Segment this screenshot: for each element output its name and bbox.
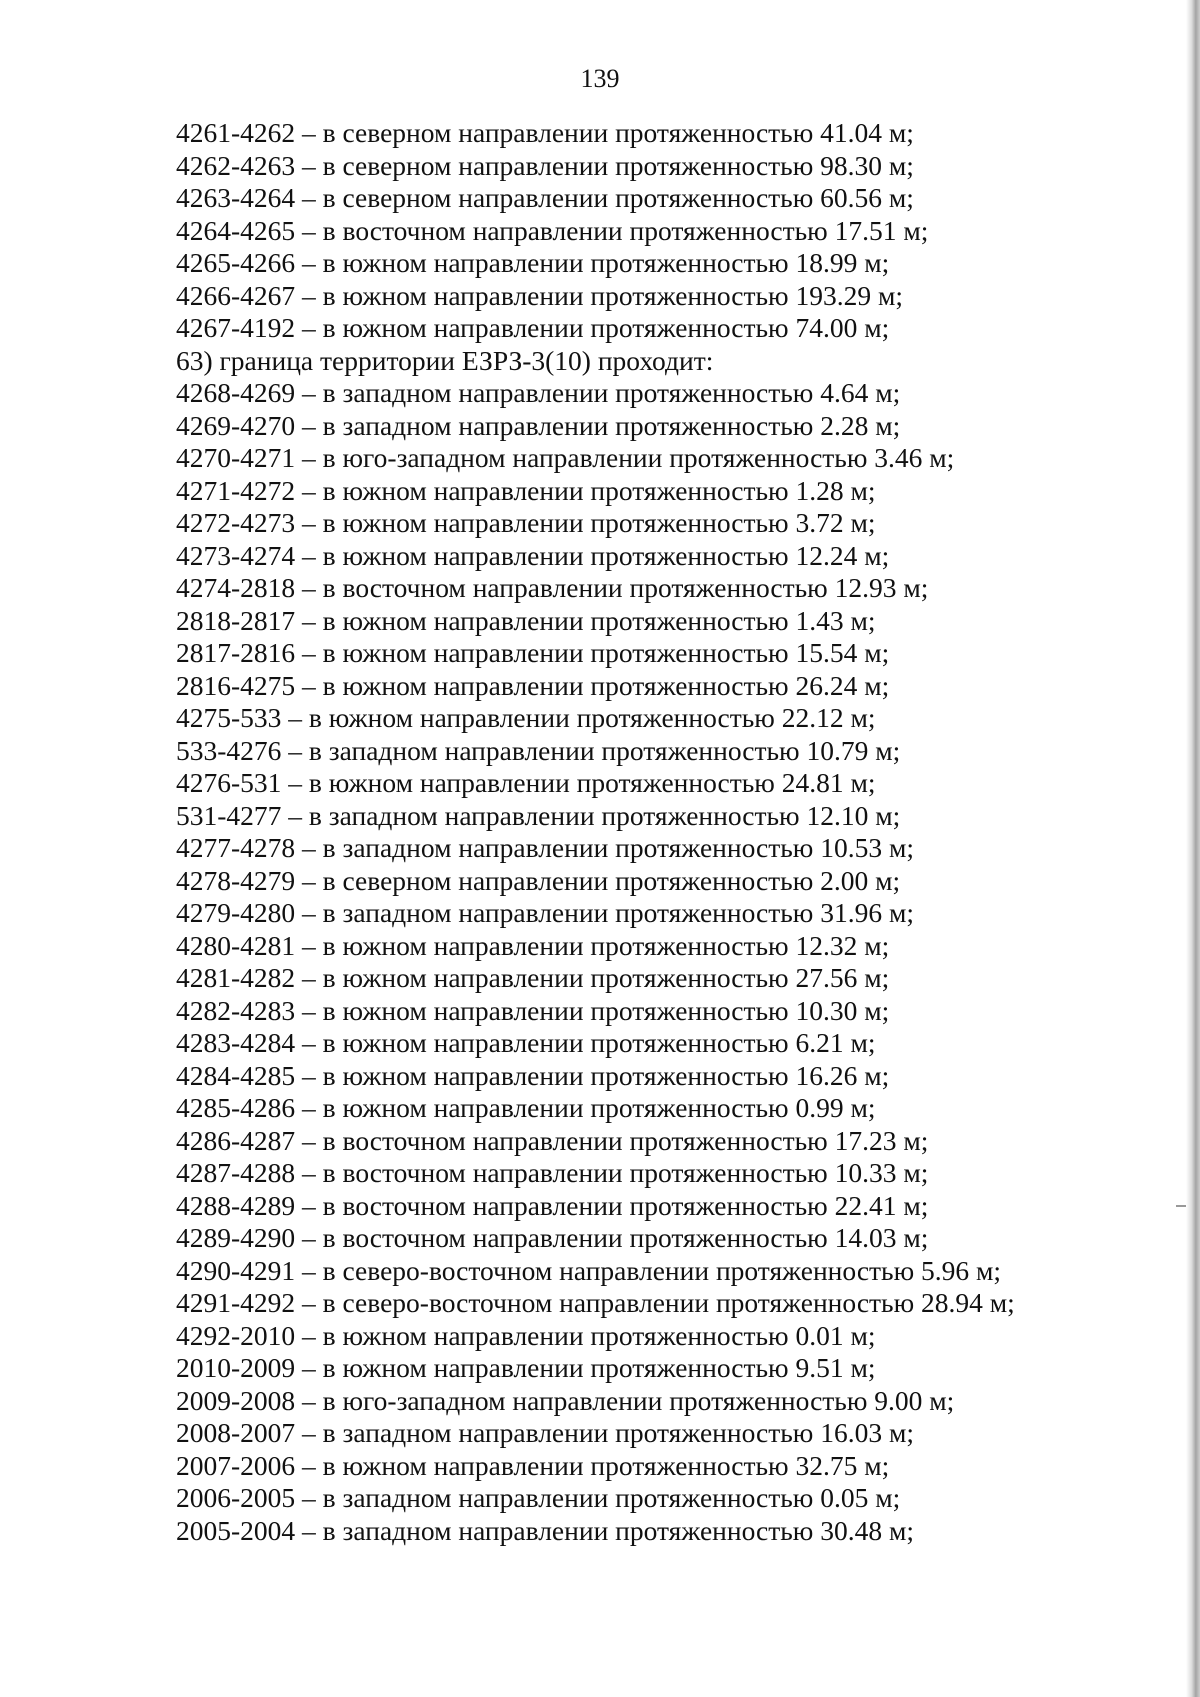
boundary-segment-line: 4275-533 – в южном направлении протяженностью 22.12 м; xyxy=(176,702,876,733)
boundary-segment-line: 4287-4288 – в восточном направлении протяженностью 10.33 м; xyxy=(176,1157,929,1188)
boundary-segment-line: 4267-4192 – в южном направлении протяженностью 74.00 м; xyxy=(176,312,890,343)
boundary-segment-line: 4273-4274 – в южном направлении протяженностью 12.24 м; xyxy=(176,539,890,571)
boundary-segment-line: 4277-4278 – в западном направлении протяженностью 10.53 м; xyxy=(176,832,915,863)
boundary-segment-line: 2008-2007 – в западном направлении протяженностью 16.03 м; xyxy=(176,1417,915,1448)
boundary-segment-line: 4274-2818 – в восточном направлении протяженностью 12.93 м; xyxy=(176,572,929,603)
boundary-segment-line: 4264-4265 – в восточном направлении протяженностью 17.51 м; xyxy=(176,214,929,246)
boundary-segment-line: 4276-531 – в южном направлении протяженностью 24.81 м; xyxy=(176,767,876,798)
boundary-segment-line: 2818-2817 – в южном направлении протяженностью 1.43 м; xyxy=(176,604,876,636)
boundary-segment-line: 4279-4280 – в западном направлении протяженностью 31.96 м; xyxy=(176,897,915,928)
boundary-segment-line: 4290-4291 – в северо-восточном направлении протяженностью 5.96 м; xyxy=(176,1254,1002,1286)
boundary-segment-line: 4288-4289 – в восточном направлении протяженностью 22.41 м; xyxy=(176,1189,929,1221)
boundary-segment-line: 4281-4282 – в южном направлении протяженностью 27.56 м; xyxy=(176,962,890,993)
boundary-segment-line: 4286-4287 – в восточном направлении протяженностью 17.23 м; xyxy=(176,1124,929,1156)
boundary-segment-line: 4284-4285 – в южном направлении протяженностью 16.26 м; xyxy=(176,1059,890,1091)
boundary-segment-line: 4292-2010 – в южном направлении протяженностью 0.01 м; xyxy=(176,1319,876,1351)
boundary-segment-line: 533-4276 – в западном направлении протяженностью 10.79 м; xyxy=(176,734,901,766)
boundary-segment-line: 4265-4266 – в южном направлении протяженностью 18.99 м; xyxy=(176,247,890,278)
boundary-segment-line: 4289-4290 – в восточном направлении протяженностью 14.03 м; xyxy=(176,1222,929,1253)
boundary-segment-line: 2010-2009 – в южном направлении протяженностью 9.51 м; xyxy=(176,1352,876,1383)
boundary-segment-line: 4278-4279 – в северном направлении протяженностью 2.00 м; xyxy=(176,864,901,896)
boundary-segment-line: 2005-2004 – в западном направлении протяженностью 30.48 м; xyxy=(176,1514,915,1546)
boundary-segment-line: 4262-4263 – в северном направлении протяженностью 98.30 м; xyxy=(176,149,914,181)
boundary-line-list xyxy=(176,117,1015,1547)
boundary-segment-line: 2009-2008 – в юго-западном направлении протяженностью 9.00 м; xyxy=(176,1384,955,1416)
boundary-segment-line: 4272-4273 – в южном направлении протяженностью 3.72 м; xyxy=(176,507,876,538)
scan-edge-shadow xyxy=(1186,0,1200,1697)
boundary-segment-line: 4268-4269 – в западном направлении протяженностью 4.64 м; xyxy=(176,377,901,408)
boundary-segment-line: 531-4277 – в западном направлении протяженностью 12.10 м; xyxy=(176,799,901,831)
page-number: 139 xyxy=(580,64,620,93)
boundary-segment-line: 2007-2006 – в южном направлении протяженностью 32.75 м; xyxy=(176,1449,890,1481)
boundary-segment-line: 4283-4284 – в южном направлении протяженностью 6.21 м; xyxy=(176,1027,876,1058)
boundary-segment-line: 4270-4271 – в юго-западном направлении протяженностью 3.46 м; xyxy=(176,442,955,473)
boundary-segment-line: 2006-2005 – в западном направлении протяженностью 0.05 м; xyxy=(176,1482,901,1513)
boundary-segment-line: 4280-4281 – в южном направлении протяженностью 12.32 м; xyxy=(176,929,890,961)
boundary-segment-line: 4291-4292 – в северо-восточном направлении протяженностью 28.94 м; xyxy=(176,1287,1015,1318)
boundary-segment-line: 2817-2816 – в южном направлении протяженностью 15.54 м; xyxy=(176,637,890,668)
boundary-segment-line: 4271-4272 – в южном направлении протяженностью 1.28 м; xyxy=(176,474,876,506)
boundary-segment-line: 4282-4283 – в южном направлении протяженностью 10.30 м; xyxy=(176,994,890,1026)
boundary-segment-line: 4261-4262 – в северном направлении протяженностью 41.04 м; xyxy=(176,117,914,148)
boundary-segment-line: 4266-4267 – в южном направлении протяженностью 193.29 м; xyxy=(176,279,904,311)
scan-edge-mark xyxy=(1176,1205,1186,1207)
boundary-segment-line: 2816-4275 – в южном направлении протяженностью 26.24 м; xyxy=(176,669,890,701)
boundary-segment-line: 4269-4270 – в западном направлении протяженностью 2.28 м; xyxy=(176,409,901,441)
boundary-segment-line: 4263-4264 – в северном направлении протяженностью 60.56 м; xyxy=(176,182,914,213)
boundary-segment-line: 4285-4286 – в южном направлении протяженностью 0.99 м; xyxy=(176,1092,876,1123)
section-heading: 63) граница территории ЕЗРЗ-3(10) проходит: xyxy=(176,344,714,376)
